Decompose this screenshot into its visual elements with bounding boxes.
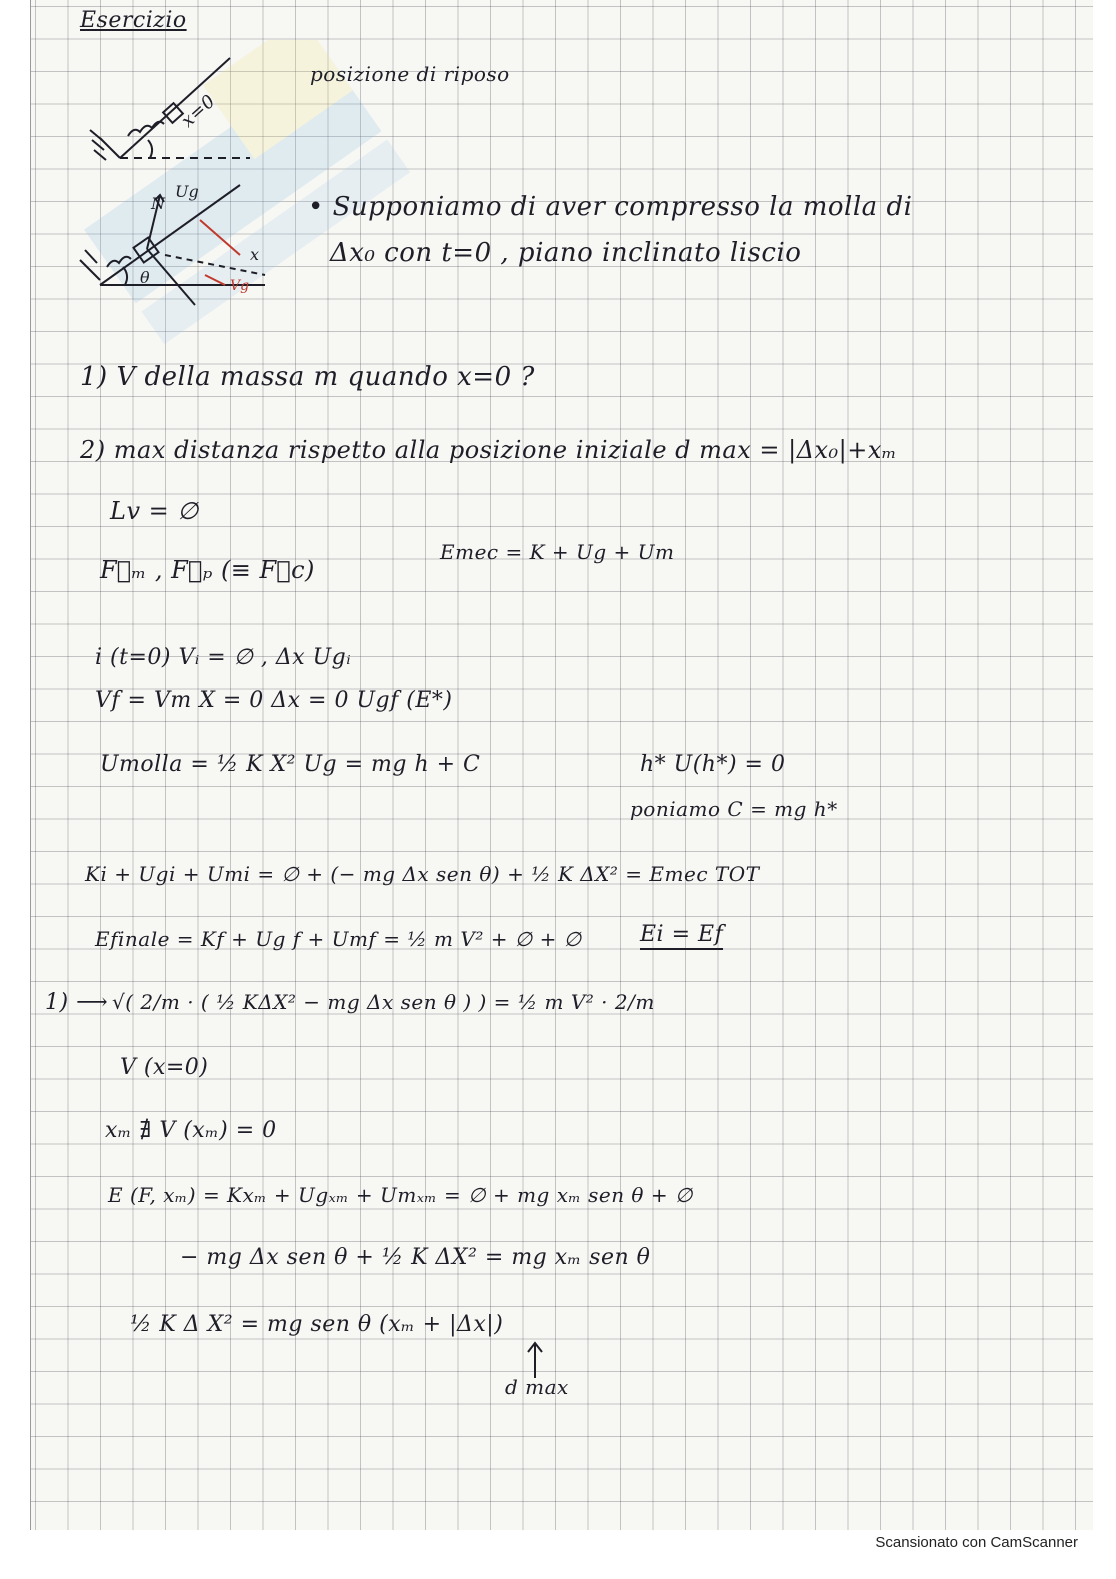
line-energy-xm: E (F, xₘ) = Kxₘ + Ugₓₘ + Umₓₘ = ∅ + mg xₘ sen θ + ∅ <box>108 1183 693 1207</box>
line-dmax: d max <box>505 1375 569 1399</box>
diagram2-n-label: N <box>151 194 165 213</box>
line-final: Vf = Vm X = 0 Δx = 0 Ugf (E*) <box>95 688 453 713</box>
intro-line-1: • Supponiamo di aver compresso la molla di <box>308 192 913 222</box>
line-poniamo: poniamo C = mg h* <box>630 797 838 821</box>
up-arrow-icon <box>520 1340 550 1380</box>
line-umolla: Umolla = ½ K X² Ug = mg h + C <box>100 752 481 777</box>
spring-incline-diagram <box>80 48 270 168</box>
line-energy-final: Efinale = Kf + Ug f + Umf = ½ m V² + ∅ + ∅ <box>95 927 582 951</box>
line-hstar: h* U(h*) = 0 <box>640 752 786 777</box>
question-1: 1) V della massa m quando x=0 ? <box>80 362 535 392</box>
line-ei-equals-ef: Ei = Ef <box>640 922 723 950</box>
diagram2-x-label: x <box>250 245 260 264</box>
line-emec: Emec = K + Ug + Um <box>440 540 675 564</box>
scanner-footer: Scansionato con CamScanner <box>875 1534 1078 1551</box>
exercise-title: Esercizio <box>80 8 187 33</box>
diagram1-x0-label: x=0 <box>177 90 220 132</box>
diagram2-theta-label: θ <box>140 268 150 287</box>
line-xm: xₘ ∄ V (xₘ) = 0 <box>105 1118 277 1143</box>
rest-position-label: posizione di riposo <box>310 62 510 86</box>
line-v-x0: V (x=0) <box>120 1055 209 1080</box>
line-forces: F⃗ₘ , F⃗ₚ (≡ F⃗c) <box>100 556 315 584</box>
line-final-equation: ½ K Δ X² = mg sen θ (xₘ + |Δx|) <box>130 1312 504 1337</box>
diagram2-vg-label: Vg <box>230 278 250 294</box>
line-energy-initial: Ki + Ugi + Umi = ∅ + (− mg Δx sen θ) + ½ K ΔX² = Emec TOT <box>85 862 760 886</box>
line-step-1: √( 2/m · ( ½ KΔX² − mg Δx sen θ ) ) = ½ m V² · 2/m <box>112 990 655 1014</box>
line-initial: i (t=0) Vᵢ = ∅ , Δx Ugᵢ <box>95 645 352 670</box>
intro-line-2: Δx₀ con t=0 , piano inclinato liscio <box>330 238 802 268</box>
forces-diagram <box>65 175 295 325</box>
line-lv: Lv = ∅ <box>110 497 199 525</box>
diagram2-ug-label: Ug <box>175 182 199 201</box>
line-balance: − mg Δx sen θ + ½ K ΔX² = mg xₘ sen θ <box>180 1245 651 1270</box>
step-1-marker: 1) ⟶ <box>45 990 109 1015</box>
question-2: 2) max distanza rispetto alla posizione iniziale d max = |Δx₀|+xₘ <box>80 436 898 464</box>
